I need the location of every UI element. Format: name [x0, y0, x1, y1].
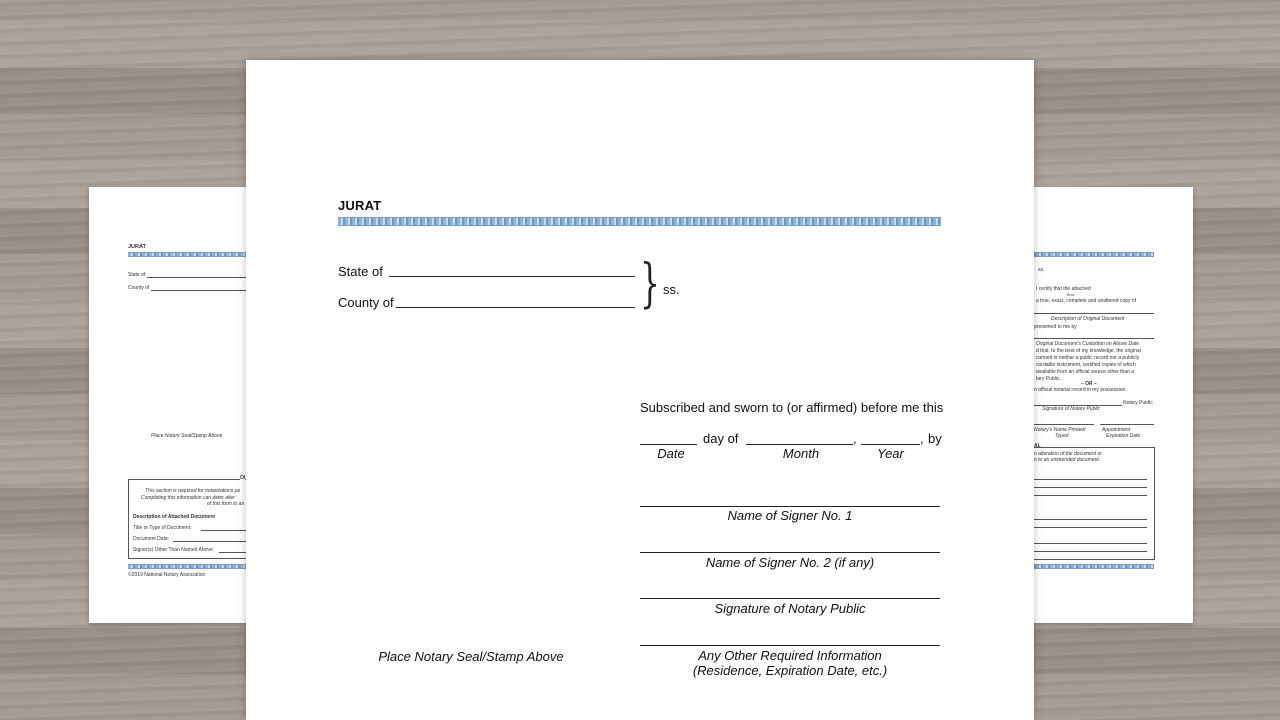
notary-signature-caption: Signature of Notary Public — [714, 601, 866, 616]
signer-1-caption: Name of Signer No. 1 — [727, 508, 853, 523]
right-sheet-or: – OR – — [1081, 381, 1097, 387]
left-sheet-note-1: This section is required for notarizations pe — [145, 488, 241, 494]
notary-signature-field[interactable] — [640, 598, 940, 599]
month-caption: Month — [782, 446, 820, 461]
left-sheet-desc-heading: Description of Attached Document — [133, 514, 216, 520]
by-label: by — [928, 431, 942, 446]
county-of-label: County of — [338, 295, 394, 310]
right-sheet-true-copy: a true, exact, complete and unaltered copy of — [1036, 298, 1137, 304]
other-info-detail: (Residence, Expiration Date, etc.) — [692, 663, 888, 678]
left-background-sheet — [89, 187, 259, 623]
right-sheet-box-line-5 — [1034, 527, 1147, 528]
venue-brace: } — [640, 254, 660, 314]
comma-1: , — [853, 431, 857, 446]
left-sheet-optional-heading: OI — [240, 475, 246, 481]
ss-label: ss. — [663, 282, 680, 297]
right-background-sheet — [1022, 187, 1193, 623]
right-sheet-public-record: cument is neither a public record nor a publicly — [1036, 355, 1140, 361]
right-sheet-box-line-1 — [1034, 479, 1147, 480]
left-sheet-signers: Signer(s) Other Than Named Above: — [133, 547, 215, 553]
subscribed-statement: Subscribed and sworn to (or affirmed) before me this — [640, 400, 944, 415]
state-of-field[interactable] — [389, 276, 635, 277]
year-field[interactable] — [861, 444, 920, 445]
right-sheet-year: Year — [1066, 292, 1075, 297]
day-of-label: day of — [703, 431, 739, 446]
left-sheet-county-label: County of — [128, 285, 150, 291]
left-sheet-state-label: State of — [128, 272, 146, 278]
right-sheet-signature-notary: Signature of Notary Public — [1042, 406, 1101, 412]
right-sheet-available: available from an official source other than a — [1036, 369, 1135, 375]
right-sheet-expiration: Expiration Date — [1106, 433, 1141, 439]
left-sheet-doc-date: Document Date: — [133, 536, 170, 542]
right-sheet-unintended: n to an unintended document. — [1034, 457, 1101, 463]
signer-2-caption: Name of Signer No. 2 (if any) — [705, 555, 875, 570]
right-sheet-ss: ss. — [1038, 267, 1045, 273]
date-field[interactable] — [640, 444, 697, 445]
date-caption: Date — [657, 446, 685, 461]
right-sheet-box-line-6 — [1034, 543, 1147, 544]
state-of-label: State of — [338, 264, 383, 279]
right-sheet-al: AL — [1034, 443, 1041, 449]
right-sheet-box-line-3 — [1034, 495, 1147, 496]
right-sheet-desc-original: Description of Original Document — [1051, 316, 1125, 322]
right-sheet-line-2 — [1034, 338, 1154, 339]
right-sheet-box-line-7 — [1034, 551, 1147, 552]
right-sheet-presented: presented to me by — [1034, 324, 1077, 330]
right-sheet-appointment: Appointment — [1102, 427, 1131, 433]
seal-placement-text: Place Notary Seal/Stamp Above — [378, 649, 564, 664]
right-sheet-alteration: n alteration of the document or — [1034, 451, 1102, 457]
left-sheet-band — [128, 252, 259, 257]
left-sheet-title: JURAT — [128, 244, 146, 250]
other-info-caption: Any Other Required Information — [698, 648, 882, 663]
left-sheet-seal-text: Place Notary Seal/Stamp Above — [151, 433, 223, 439]
right-sheet-recordable: cordable instrument, certified copies of which — [1036, 362, 1136, 368]
month-field[interactable] — [746, 444, 853, 445]
signer-2-field[interactable] — [640, 552, 940, 553]
other-info-field[interactable] — [640, 645, 940, 646]
right-sheet-line-5 — [1100, 424, 1154, 425]
jurat-title: JURAT — [338, 198, 382, 213]
right-sheet-box-line-2 — [1034, 487, 1147, 488]
title-decorative-band — [338, 217, 941, 226]
right-sheet-name-printed: Notary's Name Printed/ — [1034, 427, 1086, 433]
right-sheet-box-line-4 — [1034, 519, 1147, 520]
county-of-field[interactable] — [396, 307, 635, 308]
comma-2: , — [920, 431, 924, 446]
right-sheet-line-4 — [1034, 424, 1094, 425]
right-sheet-notary-public-b: Notary Public — [1123, 400, 1153, 406]
right-sheet-certify: I certify that the attached — [1036, 286, 1091, 292]
right-sheet-typed: Typed — [1055, 433, 1069, 439]
right-sheet-custodian: Original Document's Custodian on Above Date — [1036, 341, 1140, 347]
right-sheet-best-knowledge: d that, to the best of my knowledge, the original — [1036, 348, 1141, 354]
left-sheet-note-2: Completing this information can deter alter — [141, 495, 235, 501]
year-caption: Year — [877, 446, 904, 461]
left-sheet-state-line — [147, 277, 259, 278]
left-sheet-note-3: of this form to an — [207, 501, 245, 507]
left-sheet-copyright: ©2019 National Notary Association — [128, 572, 206, 578]
right-sheet-notary-public-a: tary Public. — [1036, 376, 1061, 382]
jurat-form-sheet — [246, 60, 1034, 720]
signer-1-field[interactable] — [640, 506, 940, 507]
right-sheet-line-1 — [1034, 313, 1154, 314]
left-sheet-county-line — [151, 290, 259, 291]
left-sheet-title-type: Title or Type of Document: — [133, 525, 192, 531]
right-sheet-band — [1022, 252, 1154, 257]
right-sheet-bottom-band — [1022, 564, 1154, 569]
right-sheet-official-record: n official notarial record in my possession. — [1034, 387, 1127, 393]
left-sheet-bottom-band — [128, 564, 259, 569]
